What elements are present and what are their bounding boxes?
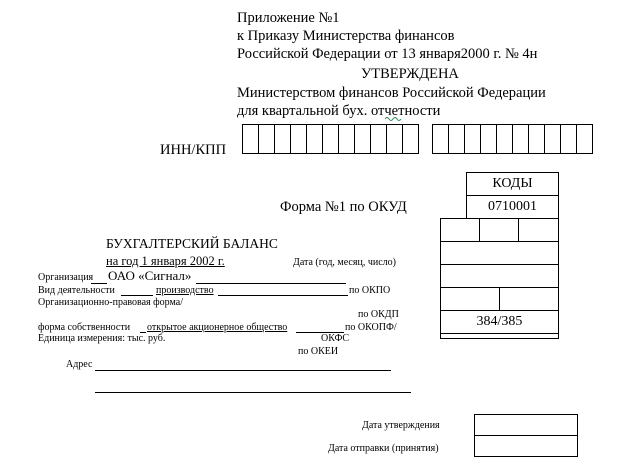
date-code-cell[interactable] [440, 218, 559, 242]
spellcheck-squiggle-icon [385, 116, 403, 122]
inn-cell[interactable] [371, 124, 387, 154]
okopf-label: по ОКОПФ/ [345, 322, 397, 333]
inn-cell[interactable] [307, 124, 323, 154]
kpp-cell[interactable] [577, 124, 593, 154]
form-okud-label: Форма №1 по ОКУД [280, 199, 407, 215]
okdp-code-cell[interactable] [440, 264, 559, 288]
kpp-cells[interactable] [432, 124, 593, 154]
order-date-number: Российской Федерации от 13 января2000 г. № 4н [237, 46, 538, 62]
kpp-cell[interactable] [513, 124, 529, 154]
appendix-title: Приложение №1 [237, 10, 340, 26]
organization-value[interactable]: ОАО «Сигнал» [108, 268, 192, 283]
okfs-code-cell[interactable]: 384/385 [440, 310, 559, 334]
kpp-cell[interactable] [561, 124, 577, 154]
unit-label: Единица измерения: тыс. руб. [38, 333, 166, 344]
kpp-cell[interactable] [529, 124, 545, 154]
inn-cell[interactable] [243, 124, 259, 154]
ownership-label: форма собственности [38, 322, 131, 333]
activity-label: Вид деятельности [38, 285, 115, 296]
organization-label: Организация [38, 272, 94, 283]
inn-cell[interactable] [275, 124, 291, 154]
inn-cell[interactable] [323, 124, 339, 154]
okei-code-cell[interactable] [440, 333, 559, 339]
okpo-code-cell[interactable] [440, 241, 559, 265]
send-date-label: Дата отправки (принятия) [328, 443, 439, 454]
inn-cell[interactable] [339, 124, 355, 154]
inn-kpp-label: ИНН/КПП [160, 142, 227, 158]
kpp-cell[interactable] [481, 124, 497, 154]
address-line-2[interactable] [95, 392, 411, 393]
kpp-cell[interactable] [465, 124, 481, 154]
approval-date-cell[interactable] [474, 414, 578, 436]
okfs-label: ОКФС [321, 333, 350, 344]
inn-cell[interactable] [387, 124, 403, 154]
approval-date-label: Дата утверждения [362, 420, 440, 431]
inn-cell[interactable] [355, 124, 371, 154]
inn-cell[interactable] [403, 124, 419, 154]
approved-stamp-text: УТВЕРЖДЕНА [361, 66, 459, 82]
kpp-cell[interactable] [545, 124, 561, 154]
legal-form-label: Организационно-правовая форма/ [38, 297, 183, 308]
report-purpose: для квартальной бух. отчетности [237, 103, 441, 119]
address-line-1[interactable] [95, 370, 391, 371]
approved-by: Министерством финансов Российской Федерации [237, 85, 546, 101]
ownership-value[interactable]: открытое акционерное общество [147, 322, 288, 333]
balance-sheet-title: БУХГАЛТЕРСКИЙ БАЛАНС [106, 236, 278, 251]
kpp-cell[interactable] [497, 124, 513, 154]
okud-code-cell[interactable]: 0710001 [466, 195, 559, 219]
kpp-cell[interactable] [433, 124, 449, 154]
activity-value[interactable]: производство [156, 285, 214, 296]
inn-cell[interactable] [259, 124, 275, 154]
report-period: на год 1 января 2002 г. [106, 254, 225, 268]
inn-cells[interactable] [242, 124, 419, 154]
okdp-label: по ОКДП [358, 309, 399, 320]
okei-label: по ОКЕИ [298, 346, 339, 357]
inn-cell[interactable] [291, 124, 307, 154]
okpo-label: по ОКПО [349, 285, 391, 296]
order-reference: к Приказу Министерства финансов [237, 28, 455, 44]
kpp-cell[interactable] [449, 124, 465, 154]
date-label: Дата (год, месяц, число) [293, 257, 396, 268]
address-label: Адрес [66, 359, 93, 370]
send-date-cell[interactable] [474, 435, 578, 457]
codes-header: КОДЫ [466, 172, 559, 196]
